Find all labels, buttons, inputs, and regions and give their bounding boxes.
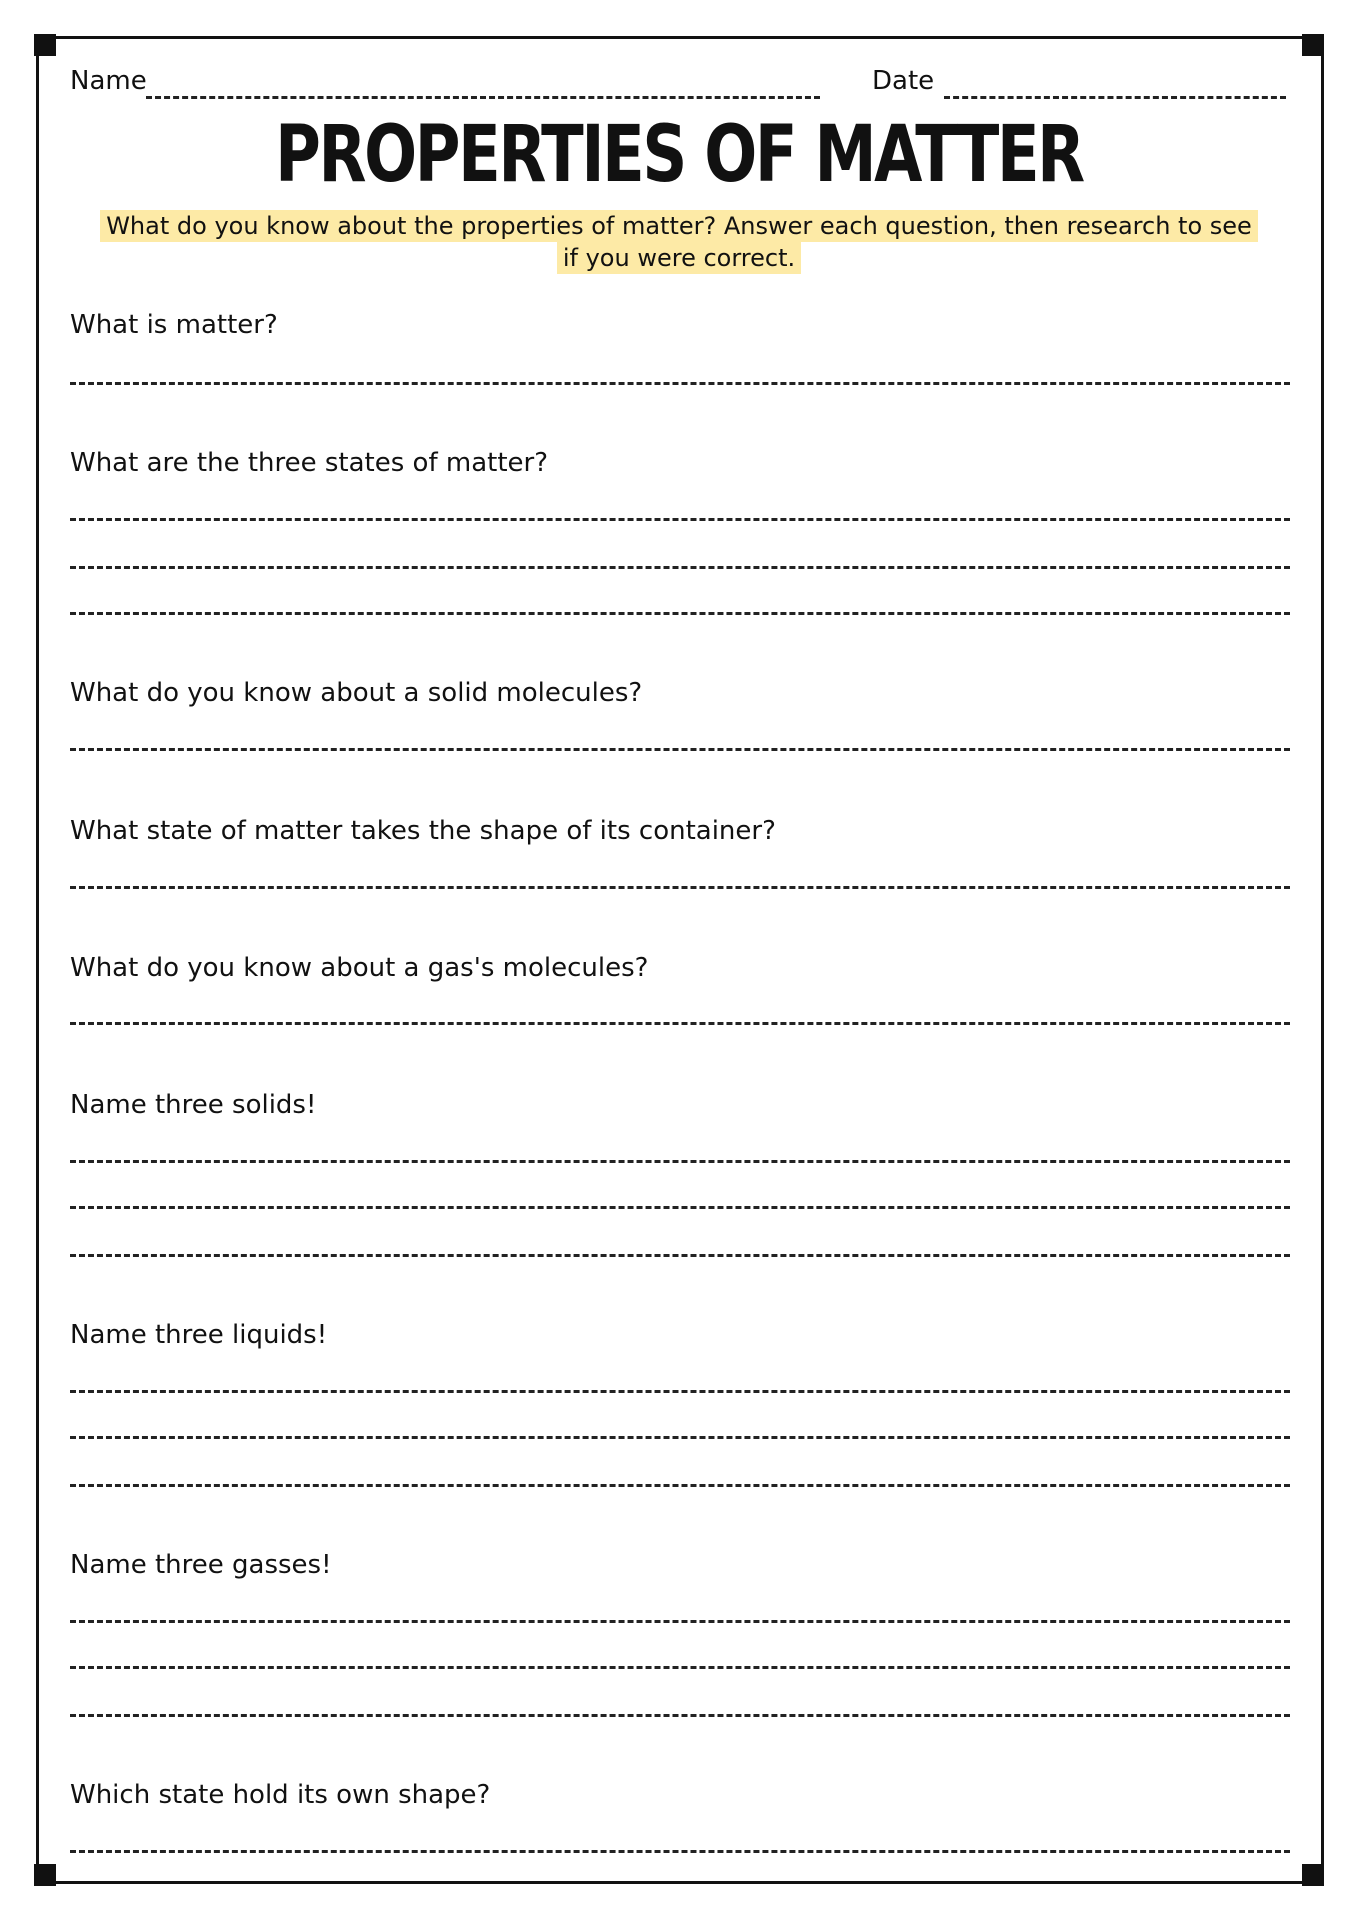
question-2: What are the three states of matter? <box>70 448 549 478</box>
answer-line[interactable] <box>70 1254 1290 1257</box>
answer-line[interactable] <box>70 1022 1290 1025</box>
answer-line[interactable] <box>70 566 1290 569</box>
date-field[interactable] <box>944 96 1286 99</box>
name-field[interactable] <box>146 96 820 99</box>
answer-line[interactable] <box>70 1714 1290 1717</box>
answer-line[interactable] <box>70 1484 1290 1487</box>
date-label: Date <box>872 66 935 96</box>
answer-line[interactable] <box>70 1206 1290 1209</box>
page-title: PROPERTIES OF MATTER <box>275 110 1083 200</box>
instructions-line-2: if you were correct. <box>557 242 801 274</box>
question-7: Name three liquids! <box>70 1320 328 1350</box>
question-9: Which state hold its own shape? <box>70 1780 491 1810</box>
answer-line[interactable] <box>70 518 1290 521</box>
answer-line[interactable] <box>70 612 1290 615</box>
name-label: Name <box>70 66 147 96</box>
question-5: What do you know about a gas's molecules? <box>70 953 649 983</box>
answer-line[interactable] <box>70 1666 1290 1669</box>
question-3: What do you know about a solid molecules? <box>70 678 643 708</box>
instructions <box>64 210 1294 274</box>
answer-line[interactable] <box>70 1620 1290 1623</box>
instructions-line-1: What do you know about the properties of matter? Answer each question, then research to see <box>100 210 1258 242</box>
corner-mark-bottom-left <box>34 1864 56 1886</box>
answer-line[interactable] <box>70 748 1290 751</box>
answer-line[interactable] <box>70 1160 1290 1163</box>
corner-mark-bottom-right <box>1302 1864 1324 1886</box>
corner-mark-top-right <box>1302 34 1324 56</box>
answer-line[interactable] <box>70 1436 1290 1439</box>
answer-line[interactable] <box>70 886 1290 889</box>
question-8: Name three gasses! <box>70 1550 332 1580</box>
answer-line[interactable] <box>70 382 1290 385</box>
question-1: What is matter? <box>70 310 278 340</box>
answer-line[interactable] <box>70 1390 1290 1393</box>
corner-mark-top-left <box>34 34 56 56</box>
question-4: What state of matter takes the shape of its container? <box>70 816 776 846</box>
question-6: Name three solids! <box>70 1090 317 1120</box>
answer-line[interactable] <box>70 1850 1290 1853</box>
